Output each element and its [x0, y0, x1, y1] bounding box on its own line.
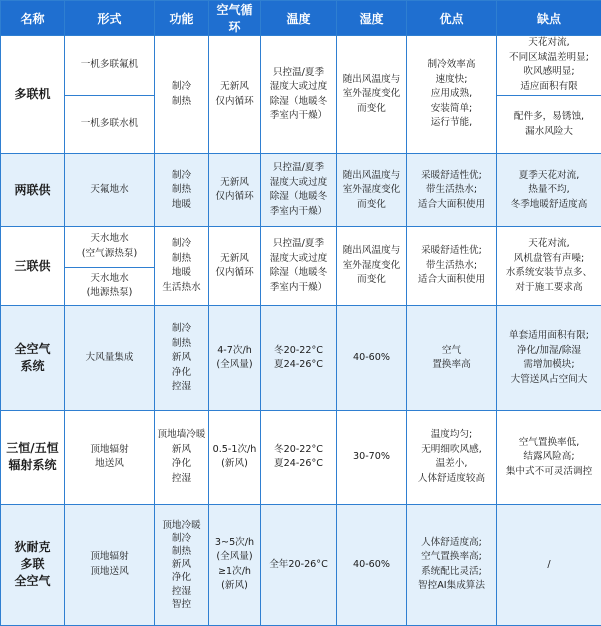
pros-text: 速度快; — [435, 73, 468, 85]
pros-text: 空气置换率高; — [421, 551, 482, 563]
system-name: 狄耐克 — [14, 540, 51, 555]
function-cell — [155, 306, 209, 411]
pros-text: 带生活热水; — [425, 184, 478, 196]
function-text: 新风 — [171, 352, 192, 364]
pros-text: 采暖舒适性优; — [421, 245, 482, 257]
air-text: 0.5-1次/h — [212, 443, 257, 455]
form-text: 顶地送风 — [90, 565, 129, 577]
function-cell — [155, 227, 209, 306]
cons-cell — [497, 95, 601, 154]
cons-text: 水系统安装节点多、 — [505, 267, 593, 279]
air-cell — [209, 504, 261, 626]
system-name-cell — [1, 411, 65, 504]
form-text: 天水地水 — [90, 233, 129, 245]
humidity-text: 而变化 — [357, 198, 386, 210]
form-cell — [65, 306, 155, 411]
humidity-cell — [337, 154, 407, 227]
cons-text: 结露风险高; — [523, 451, 575, 463]
function-text: 制热 — [171, 184, 192, 196]
pros-cell — [407, 411, 497, 504]
form-cell — [65, 154, 155, 227]
pros-text: 制冷效率高 — [427, 59, 476, 71]
cons-cell — [497, 504, 601, 626]
air-text: 无新风 — [220, 81, 249, 93]
header-pros: 优点 — [407, 1, 497, 36]
temperature-text: 只控温/夏季 — [272, 66, 325, 78]
function-cell — [155, 411, 209, 504]
cons-text: 漏水风险大 — [525, 125, 573, 137]
form-text: 一机多联水机 — [80, 118, 139, 130]
humidity-text: 而变化 — [357, 102, 386, 114]
pros-text: 应用成熟, — [430, 88, 473, 100]
function-text: 顶地墙冷暖 — [157, 429, 206, 441]
humidity-text: 40-60% — [353, 352, 390, 364]
function-cell — [155, 36, 209, 154]
pros-text: 人体舒适度较高 — [417, 472, 486, 484]
cons-text: 配件多，易锈蚀, — [513, 111, 585, 123]
cons-text: 风机盘管有声噪; — [513, 252, 585, 264]
function-text: 控湿 — [171, 472, 192, 484]
system-name: 辐射系统 — [8, 458, 57, 473]
function-text: 地暖 — [171, 198, 192, 210]
humidity-cell — [337, 227, 407, 306]
cons-text: 天花对流, — [528, 37, 570, 49]
function-text: 新风 — [171, 559, 192, 571]
pros-text: 无明细吹风感, — [421, 443, 482, 455]
temperature-cell — [261, 227, 337, 306]
system-name: 全空气 — [14, 342, 51, 357]
system-name-cell — [1, 154, 65, 227]
form-text: 顶地辐射 — [90, 551, 129, 563]
header-row — [1, 1, 601, 36]
function-text: 净化 — [171, 458, 192, 470]
pros-text: 适合大面积使用 — [417, 274, 486, 286]
humidity-text: 随出风温度与 — [342, 245, 401, 257]
pros-cell — [407, 154, 497, 227]
system-name-cell — [1, 306, 65, 411]
temperature-text: 季室内干燥） — [269, 205, 328, 217]
temperature-text: 夏24-26°C — [274, 359, 323, 371]
temperature-text: 除湿（地暖冬 — [269, 191, 328, 203]
system-name: 三联供 — [14, 258, 51, 273]
pros-text: 采暖舒适性优; — [421, 169, 482, 181]
air-text: ≥1次/h — [217, 565, 252, 577]
cons-text: 对于施工要求高 — [515, 281, 583, 293]
table-row — [1, 36, 601, 96]
temperature-text: 除湿（地暖冬 — [269, 267, 328, 279]
air-cell — [209, 306, 261, 411]
cons-cell — [497, 411, 601, 504]
pros-text: 运行节能, — [430, 117, 473, 129]
temperature-cell — [261, 306, 337, 411]
function-text: 制热 — [171, 545, 192, 557]
function-text: 净化 — [171, 572, 192, 584]
function-text: 制热 — [171, 252, 192, 264]
cons-text: 夏季天花对流, — [518, 169, 580, 181]
pros-text: 置换率高 — [432, 359, 471, 371]
temperature-text: 湿度大或过度 — [269, 252, 328, 264]
cons-cell — [497, 154, 601, 227]
function-text: 生活热水 — [162, 281, 201, 293]
function-text: 制冷 — [171, 323, 192, 335]
humidity-cell — [337, 411, 407, 504]
function-text: 制冷 — [171, 532, 192, 544]
temperature-text: 夏24-26°C — [274, 458, 323, 470]
function-text: 新风 — [171, 443, 192, 455]
air-text: (新风) — [221, 458, 248, 470]
cons-text: 集中式不可灵活调控 — [505, 465, 593, 477]
temperature-cell — [261, 36, 337, 154]
system-name-cell — [1, 227, 65, 306]
cons-text: 吹风感明显; — [523, 66, 575, 78]
pros-text: 人体舒适度高; — [421, 536, 482, 548]
air-text: 仅内循环 — [215, 95, 254, 107]
cons-text: 净化/加湿/除湿 — [516, 344, 582, 356]
cons-text: 空气置换率低, — [518, 436, 580, 448]
pros-text: 系统配比灵活; — [421, 565, 482, 577]
table-row — [1, 306, 601, 411]
pros-cell — [407, 504, 497, 626]
cons-text: 不同区域温差明显; — [509, 51, 589, 63]
form-text: 地送风 — [95, 458, 124, 470]
humidity-text: 40-60% — [353, 558, 390, 570]
header-cons: 缺点 — [497, 1, 601, 36]
pros-text: 带生活热水; — [425, 259, 478, 271]
form-text: 天水地水 — [90, 272, 129, 284]
form-text: 一机多联氟机 — [80, 59, 139, 71]
cons-text: 适应面积有限 — [520, 80, 578, 92]
table-row — [1, 504, 601, 626]
function-text: 制冷 — [171, 169, 192, 181]
system-name: 三恒/五恒 — [6, 441, 59, 456]
system-name: 多联机 — [14, 87, 51, 102]
temperature-text: 季室内干燥） — [269, 281, 328, 293]
pros-text: 温差小, — [435, 458, 468, 470]
cons-text: / — [547, 558, 551, 570]
function-text: 制冷 — [171, 238, 192, 250]
system-name: 全空气 — [14, 574, 51, 589]
form-cell — [65, 267, 155, 305]
table-row — [1, 411, 601, 504]
temperature-text: 全年20-26°C — [269, 558, 328, 570]
pros-text: 温度均匀; — [430, 429, 473, 441]
pros-cell — [407, 36, 497, 154]
air-text: (全风量) — [216, 359, 253, 371]
cons-text: 需增加模块; — [523, 359, 575, 371]
system-name-cell — [1, 504, 65, 626]
system-name: 多联 — [20, 557, 45, 572]
air-cell — [209, 411, 261, 504]
function-text: 制冷 — [171, 81, 192, 93]
air-cell — [209, 36, 261, 154]
air-text: 无新风 — [220, 176, 249, 188]
temperature-text: 湿度大或过度 — [269, 176, 328, 188]
function-text: 控湿 — [171, 585, 192, 597]
temperature-text: 冬20-22°C — [274, 344, 323, 356]
table-row — [1, 154, 601, 227]
air-text: 4-7次/h — [217, 344, 252, 356]
form-cell — [65, 36, 155, 96]
air-text: 3~5次/h — [214, 536, 255, 548]
pros-text: 空气 — [441, 344, 462, 356]
humidity-text: 而变化 — [357, 274, 386, 286]
humidity-text: 室外湿度变化 — [342, 88, 401, 100]
function-text: 控湿 — [171, 381, 192, 393]
air-text: 仅内循环 — [215, 267, 254, 279]
system-name: 系统 — [20, 359, 45, 374]
function-text: 顶地冷暖 — [162, 519, 201, 531]
header-air: 空气循环 — [209, 1, 261, 36]
air-text: (全风量) — [216, 551, 253, 563]
form-text: 天氟地水 — [90, 184, 129, 196]
air-text: (新风) — [221, 580, 248, 592]
header-name: 名称 — [1, 1, 65, 36]
header-temperature: 温度 — [261, 1, 337, 36]
temperature-cell — [261, 504, 337, 626]
temperature-text: 湿度大或过度 — [269, 81, 328, 93]
form-cell — [65, 411, 155, 504]
function-text: 净化 — [171, 366, 192, 378]
pros-text: 适合大面积使用 — [417, 198, 486, 210]
table-row — [1, 227, 601, 267]
humidity-text: 30-70% — [353, 451, 390, 463]
temperature-text: 冬20-22°C — [274, 443, 323, 455]
humidity-text: 随出风温度与 — [342, 73, 401, 85]
humidity-text: 室外湿度变化 — [342, 259, 401, 271]
header-form: 形式 — [65, 1, 155, 36]
cons-text: 天花对流, — [528, 238, 570, 250]
temperature-cell — [261, 154, 337, 227]
form-cell — [65, 227, 155, 267]
temperature-text: 季室内干燥） — [269, 110, 328, 122]
form-text: (空气源热泵) — [81, 247, 138, 259]
form-cell — [65, 95, 155, 154]
temperature-cell — [261, 411, 337, 504]
system-name-cell — [1, 36, 65, 154]
air-cell — [209, 154, 261, 227]
cons-cell — [497, 36, 601, 96]
function-text: 制热 — [171, 95, 192, 107]
header-humidity: 湿度 — [337, 1, 407, 36]
air-cell — [209, 227, 261, 306]
temperature-text: 只控温/夏季 — [272, 162, 325, 174]
function-text: 智控 — [171, 598, 192, 610]
cons-text: 冬季地暖舒适度高 — [510, 198, 588, 210]
form-text: 顶地辐射 — [90, 443, 129, 455]
air-text: 仅内循环 — [215, 191, 254, 203]
air-text: 无新风 — [220, 252, 249, 264]
humidity-cell — [337, 504, 407, 626]
humidity-cell — [337, 36, 407, 154]
system-name: 两联供 — [14, 182, 51, 197]
function-text: 制热 — [171, 337, 192, 349]
form-text: 大风量集成 — [85, 352, 134, 364]
pros-cell — [407, 227, 497, 306]
cons-cell — [497, 306, 601, 411]
function-cell — [155, 154, 209, 227]
function-text: 地暖 — [171, 267, 192, 279]
cons-text: 热量不均, — [528, 184, 570, 196]
cons-text: 大管送风占空间大 — [510, 373, 588, 385]
form-text: (地源热泵) — [86, 287, 133, 299]
cons-text: 单套适用面积有限; — [509, 330, 589, 342]
humidity-cell — [337, 306, 407, 411]
humidity-text: 室外湿度变化 — [342, 184, 401, 196]
temperature-text: 除湿（地暖冬 — [269, 95, 328, 107]
temperature-text: 只控温/夏季 — [272, 238, 325, 250]
form-cell — [65, 504, 155, 626]
pros-text: 智控AI集成算法 — [418, 580, 485, 592]
function-cell — [155, 504, 209, 626]
header-function: 功能 — [155, 1, 209, 36]
pros-cell — [407, 306, 497, 411]
pros-text: 安装简单; — [430, 102, 473, 114]
cons-cell — [497, 227, 601, 306]
humidity-text: 随出风温度与 — [342, 169, 401, 181]
